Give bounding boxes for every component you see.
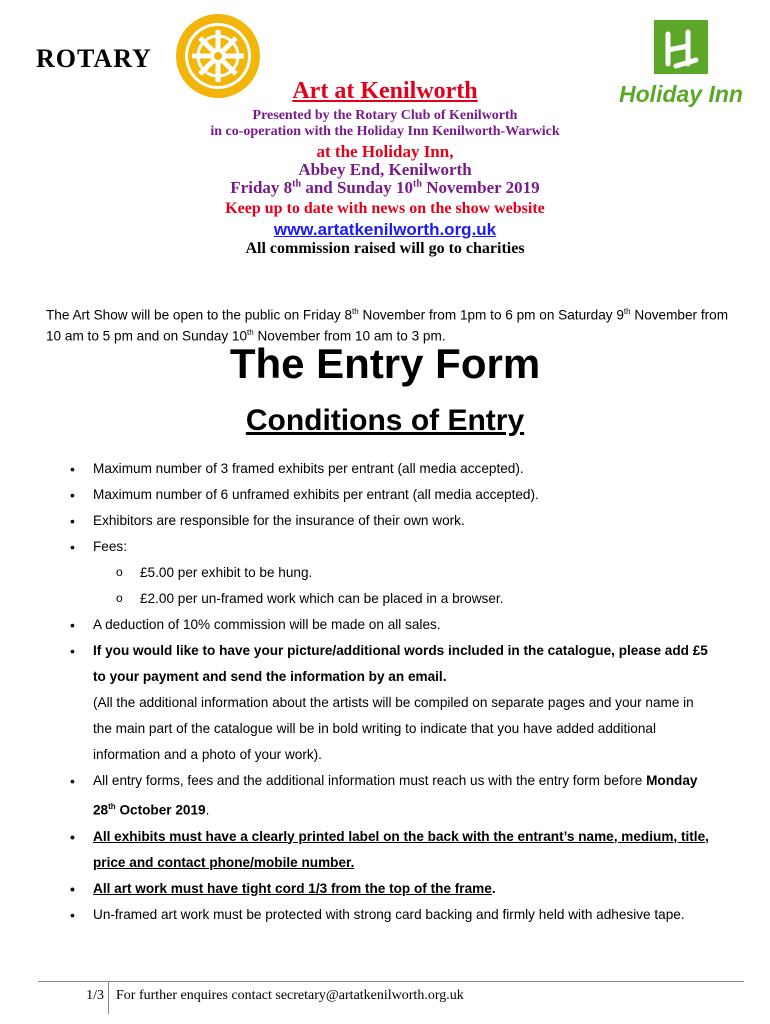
venue-line-2: Abbey End, Kenilworth — [298, 160, 472, 179]
conditions-heading: Conditions of Entry — [245, 404, 525, 437]
opening-hours-paragraph: The Art Show will be open to the public on Friday 8th November from 1pm to 6 pm on Saturday 9th November from 10 am to 5 pm and on Sunday 10th November from 10 am to 3 pm. — [46, 307, 729, 344]
cooperation-line: in co-operation with the Holiday Inn Kenilworth-Warwick — [210, 124, 560, 139]
entry-form-heading: The Entry Form — [229, 340, 541, 387]
rotary-wordmark: ROTARY — [36, 44, 152, 73]
event-title: Art at Kenilworth — [292, 78, 478, 104]
charity-note: All commission raised will go to charities — [245, 240, 525, 257]
list-item: • Maximum number of 6 unframed exhibits per entrant (all media accepted). — [70, 482, 710, 508]
list-item: • All entry forms, fees and the additional information must reach us with the entry form before Monday 28th October 2019. — [70, 768, 710, 824]
footer-divider — [38, 981, 744, 982]
list-item: • A deduction of 10% commission will be made on all sales. — [70, 612, 710, 638]
conditions-list — [70, 456, 710, 928]
venue-line-1: at the Holiday Inn, — [316, 142, 454, 161]
page-number: 1/3 — [86, 988, 104, 1003]
list-item: • Fees: — [70, 534, 710, 560]
website-link[interactable]: www.artatkenilworth.org.uk — [273, 220, 497, 239]
catalogue-offer: If you would like to have your picture/additional words included in the catalogue, please add £5 to your payment and send the information by an email. — [93, 643, 708, 684]
list-item — [70, 638, 710, 768]
list-item: • All art work must have tight cord 1/3 from the top of the frame. — [70, 876, 710, 902]
event-dates: Friday 8th and Sunday 10th November 2019 — [230, 178, 540, 197]
presented-by-line: Presented by the Rotary Club of Kenilworth — [252, 108, 518, 123]
footer-contact: For further enquires contact secretary@artatkenilworth.org.uk — [116, 988, 464, 1003]
list-item: • All exhibits must have a clearly printed label on the back with the entrant’s name, medium, title, price and contact phone/mobile number. — [70, 824, 710, 876]
sub-list-item: o £2.00 per un-framed work which can be placed in a browser. — [70, 586, 710, 612]
keep-up-note: Keep up to date with news on the show website — [225, 200, 545, 217]
list-item: • Maximum number of 3 framed exhibits per entrant (all media accepted). — [70, 456, 710, 482]
catalogue-note: (All the additional information about the artists will be compiled on separate pages and your name in the main part of the catalogue will be in bold writing to indicate that you have added additional information and a photo of your work). — [93, 695, 694, 762]
sub-list-item: o £5.00 per exhibit to be hung. — [70, 560, 710, 586]
list-item: • Un-framed art work must be protected with strong card backing and firmly held with adhesive tape. — [70, 902, 710, 928]
svg-text:Holiday Inn: Holiday Inn — [619, 81, 743, 107]
list-item: • Exhibitors are responsible for the insurance of their own work. — [70, 508, 710, 534]
